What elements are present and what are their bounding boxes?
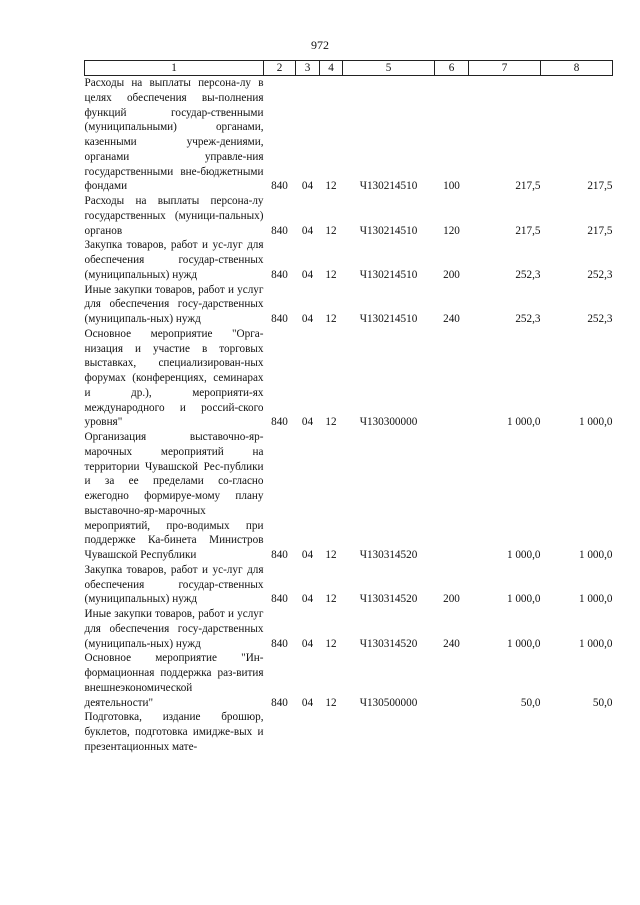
target-article-code: Ч130314520 [359, 637, 418, 650]
amount-col7: 252,3 [515, 313, 541, 325]
amount-col8 [541, 710, 613, 754]
table-row [85, 76, 613, 195]
section-code: 04 [301, 549, 314, 561]
column-header: 6 [435, 61, 469, 76]
expense-type-code: 200 [443, 268, 460, 281]
ministry-code: 840 [271, 593, 288, 606]
section-code: 04 [301, 180, 314, 193]
table-row [85, 607, 613, 651]
table-row [85, 327, 613, 430]
amount-col8: 50,0 [592, 696, 613, 709]
target-article-code: Ч130214510 [359, 224, 418, 237]
amount-col8: 217,5 [587, 180, 613, 193]
target-article-code: Ч130500000 [359, 696, 418, 709]
table-row [85, 430, 613, 563]
expense-type-code: 200 [443, 593, 460, 606]
subsection-code: 12 [325, 224, 337, 237]
amount-col8: 1 000,0 [578, 637, 613, 650]
expense-type-code [435, 430, 469, 563]
row-name: Иные закупки товаров, работ и услуг для обеспечения госу-дарственных (муниципаль-ных) нужд [84, 608, 264, 650]
table-row [85, 283, 613, 327]
section-code: 04 [301, 696, 314, 709]
table-row [85, 194, 613, 238]
table-row [85, 563, 613, 607]
amount-col8: 252,3 [587, 313, 613, 325]
amount-col7: 252,3 [515, 268, 541, 281]
section-code: 04 [301, 224, 314, 237]
amount-col7: 217,5 [515, 224, 541, 237]
column-header: 7 [469, 61, 541, 76]
table-row [85, 710, 613, 754]
column-number-header [85, 61, 613, 76]
column-header: 8 [541, 61, 613, 76]
table-row [85, 651, 613, 710]
subsection-code: 12 [325, 416, 337, 429]
row-name: Организация выставочно-яр-марочных мероприятий на территории Чувашской Рес-публики и за ее пределами со-гласно ежегодно формируе-мому плану выставочно-яр-марочных мероприятий, про-водимых при поддержке Ка-бинета Министров Чувашской Республики [84, 431, 264, 561]
row-name: Расходы на выплаты персона-лу в целях обеспечения вы-полнения функций государ-ственными (муниципальными) органами, казенными учреж-дениями, органами управле-ния государственными вне-бюджетными фондами [84, 77, 264, 193]
column-header: 3 [296, 61, 320, 76]
ministry-code: 840 [271, 416, 288, 429]
expense-type-code: 120 [443, 224, 460, 237]
row-name: Иные закупки товаров, работ и услуг для обеспечения госу-дарственных (муниципаль-ных) нужд [84, 283, 264, 325]
amount-col7: 1 000,0 [506, 593, 541, 606]
target-article-code: Ч130314520 [359, 593, 418, 606]
target-article-code: Ч130214510 [359, 180, 418, 193]
expense-type-code: 240 [443, 637, 460, 650]
row-name: Основное мероприятие "Орга-низация и участие в торговых выставках, специализирован-ных форумах (конференциях, семинарах и др.), мероприяти-ях международного и россий-ского уровня" [84, 327, 264, 429]
amount-col8: 1 000,0 [578, 416, 613, 429]
target-article-code: Ч130214510 [359, 313, 418, 325]
amount-col7: 1 000,0 [506, 416, 541, 429]
ministry-code: 840 [271, 549, 288, 561]
amount-col8: 1 000,0 [578, 549, 613, 561]
column-header: 4 [320, 61, 343, 76]
amount-col8: 1 000,0 [578, 593, 613, 606]
amount-col7: 217,5 [515, 180, 541, 193]
amount-col7: 1 000,0 [506, 637, 541, 650]
budget-table [84, 60, 613, 755]
section-code: 04 [301, 637, 314, 650]
ministry-code: 840 [271, 268, 288, 281]
column-header: 2 [264, 61, 296, 76]
subsection-code: 12 [325, 696, 337, 709]
row-name: Расходы на выплаты персона-лу государственных (муници-пальных) органов [84, 195, 264, 237]
amount-col8: 217,5 [587, 224, 613, 237]
ministry-code: 840 [271, 637, 288, 650]
column-header: 1 [85, 61, 264, 76]
target-article-code: Ч130214510 [359, 268, 418, 281]
subsection-code: 12 [325, 180, 337, 193]
row-name: Закупка товаров, работ и ус-луг для обеспечения государ-ственных (муниципальных) нужд [84, 563, 264, 606]
subsection-code [320, 710, 343, 754]
ministry-code: 840 [271, 224, 288, 237]
target-article-code [343, 710, 435, 754]
ministry-code: 840 [271, 313, 288, 325]
section-code [296, 710, 320, 754]
page-number: 972 [311, 38, 329, 52]
target-article-code: Ч130300000 [359, 416, 418, 429]
row-name: Закупка товаров, работ и ус-луг для обеспечения государ-ственных (муниципальных) нужд [84, 239, 264, 281]
expense-type-code [435, 651, 469, 710]
section-code: 04 [301, 593, 314, 606]
subsection-code: 12 [325, 313, 337, 325]
amount-col7: 1 000,0 [506, 549, 541, 561]
table-row [85, 238, 613, 282]
section-code: 04 [301, 416, 314, 429]
expense-type-code [435, 327, 469, 430]
target-article-code: Ч130314520 [359, 549, 418, 561]
subsection-code: 12 [325, 637, 337, 650]
amount-col7: 50,0 [520, 696, 541, 709]
amount-col7 [469, 710, 541, 754]
ministry-code: 840 [271, 180, 288, 193]
section-code: 04 [301, 268, 314, 281]
expense-type-code: 100 [443, 180, 460, 193]
row-name: Основное мероприятие "Ин-формационная поддержка раз-вития внешнеэкономической деятельности" [84, 652, 264, 709]
expense-type-code [435, 710, 469, 754]
row-name: Подготовка, издание брошюр, буклетов, подготовка имидже-вых и презентационных мате- [84, 711, 264, 753]
section-code: 04 [301, 313, 314, 325]
subsection-code: 12 [325, 593, 337, 606]
subsection-code: 12 [325, 549, 337, 561]
expense-type-code: 240 [443, 313, 460, 325]
column-header: 5 [343, 61, 435, 76]
amount-col8: 252,3 [587, 268, 613, 281]
ministry-code [264, 710, 296, 754]
subsection-code: 12 [325, 268, 337, 281]
ministry-code: 840 [271, 696, 288, 709]
